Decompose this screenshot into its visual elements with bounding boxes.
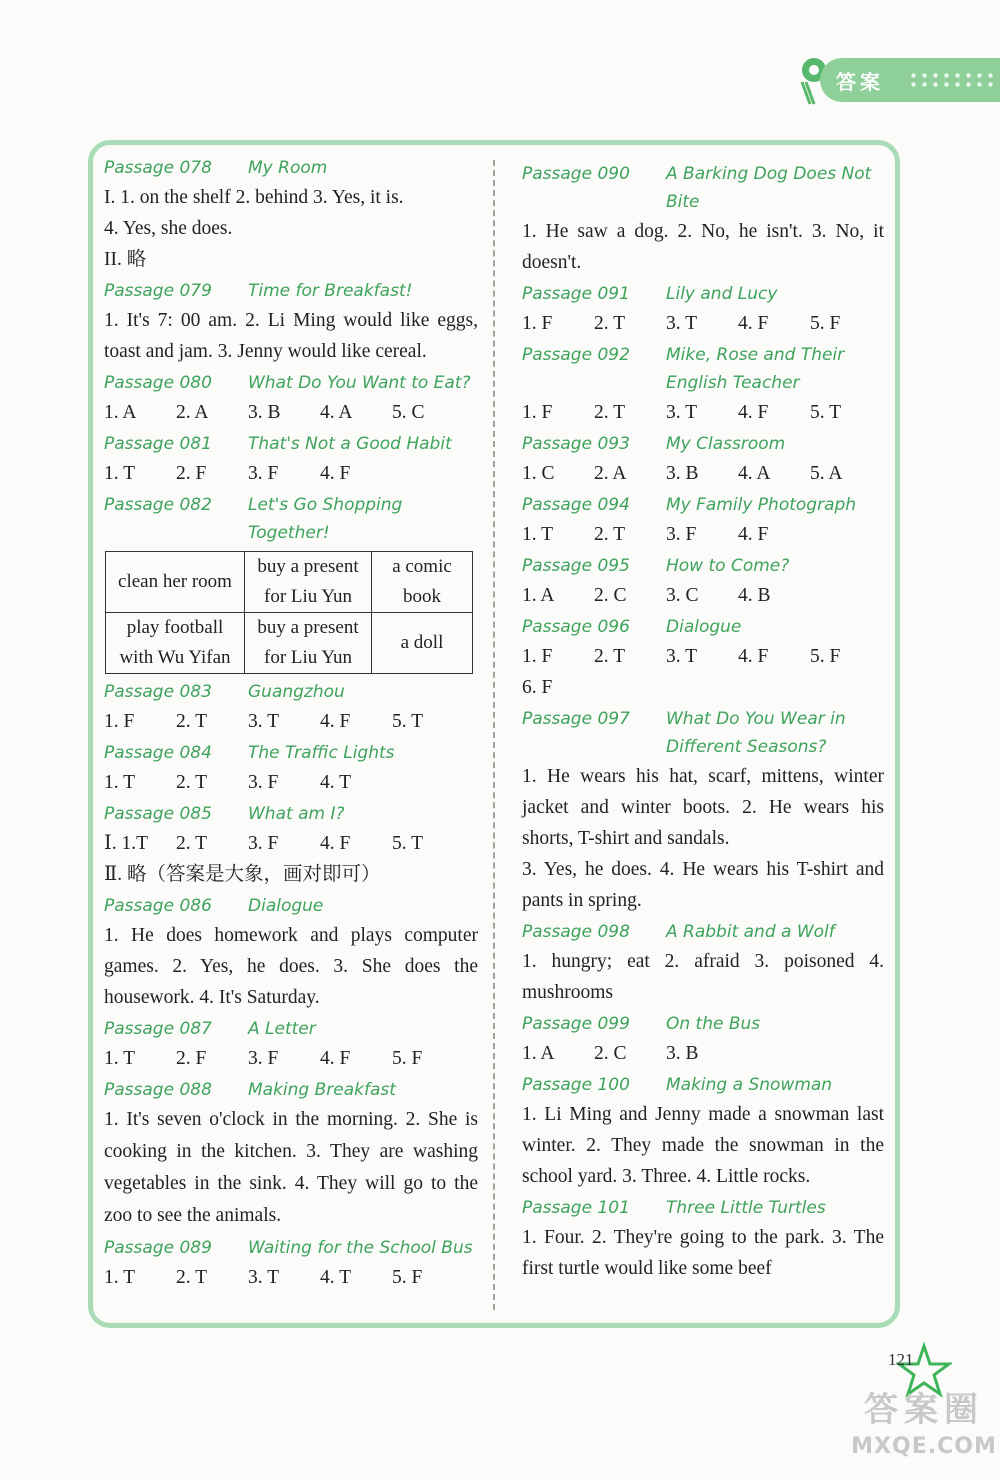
passage-header [522, 918, 884, 946]
answer: 5. T [810, 402, 842, 423]
answer: 4. T [320, 772, 352, 793]
answer: 4. T [320, 1267, 352, 1288]
passage-title: Time for Breakfast! [248, 281, 413, 301]
passage-header [522, 705, 884, 761]
passage-number: Passage 082 [104, 495, 212, 515]
answer: 3. F [248, 833, 279, 854]
answer: 1. F [522, 313, 553, 334]
answer: 1. F [522, 646, 553, 667]
answer: 4. F [738, 524, 769, 545]
passage-title: Making a Snowman [666, 1075, 833, 1095]
passage-header [522, 491, 884, 519]
passage-title: A Barking Dog Does Not Bite [666, 164, 872, 212]
passage-header [104, 892, 478, 920]
answer: 4. F [738, 402, 769, 423]
passage-title: Let's Go Shopping Together! [248, 495, 403, 543]
answer: 4. F [320, 833, 351, 854]
passage-number: Passage 079 [104, 281, 212, 301]
answer: 3. F [248, 463, 279, 484]
header-tab [820, 58, 1000, 102]
answer: 1. T [104, 772, 136, 793]
answer: 4. F [738, 313, 769, 334]
passage-header [104, 369, 478, 397]
passage-number: Passage 099 [522, 1014, 630, 1034]
answer: 3. B [666, 1043, 699, 1064]
passage-title: Mike, Rose and Their English Teacher [666, 345, 845, 393]
passage-header [104, 800, 478, 828]
answer: Ⅰ. 1.T [104, 833, 148, 854]
passage-header [104, 1076, 478, 1104]
table-cell: a comic book [372, 552, 473, 613]
passage-header [104, 739, 478, 767]
answer: 2. F [176, 1048, 207, 1069]
answer-row [104, 458, 478, 489]
answer: 2. A [176, 402, 209, 423]
answer: 3. F [248, 1048, 279, 1069]
answer: 5. C [392, 402, 425, 423]
passage-header [522, 341, 884, 397]
header-dots-decoration [908, 71, 994, 89]
answer: 2. C [594, 585, 627, 606]
answer-line: Ⅱ. 略（答案是大象，画对即可） [104, 864, 381, 885]
answer: 2. T [176, 833, 208, 854]
passage-title: My Family Photograph [666, 495, 857, 515]
answer: 2. T [594, 524, 626, 545]
column-divider [493, 160, 495, 1310]
passage-header [522, 552, 884, 580]
header-label: 答案 [836, 70, 884, 94]
table-cell: clean her room [106, 552, 245, 613]
answer-row [104, 828, 478, 859]
answer-line: 6. F [522, 677, 553, 698]
table-cell: a doll [372, 613, 473, 674]
passage-number: Passage 086 [104, 896, 212, 916]
answer-line: 4. Yes, she does. [104, 218, 233, 239]
answer-text: 1. He does homework and plays computer games. 2. Yes, he does. 3. She does the housework. 4. It's Saturday. [104, 925, 478, 1008]
answer-text: 1. Li Ming and Jenny made a snowman last winter. 2. They made the snowman in the school yard. 3. Three. 4. Little rocks. [522, 1104, 884, 1187]
passage-title: My Room [248, 158, 328, 178]
passage-title: Three Little Turtles [666, 1198, 826, 1218]
answer: 1. A [522, 1043, 555, 1064]
page-number: 121 [888, 1350, 914, 1369]
passage-number: Passage 089 [104, 1238, 212, 1258]
answer: 3. T [248, 1267, 280, 1288]
answer-row [522, 641, 884, 672]
passage-number: Passage 087 [104, 1019, 212, 1039]
passage-number: Passage 090 [522, 164, 630, 184]
answer: 1. T [104, 1267, 136, 1288]
answer-row [522, 519, 884, 550]
answer: 3. C [666, 585, 699, 606]
passage-number: Passage 097 [522, 709, 630, 729]
answer: 5. F [392, 1267, 423, 1288]
passage-number: Passage 096 [522, 617, 630, 637]
answer: 3. F [666, 524, 697, 545]
answer: 2. T [176, 1267, 208, 1288]
passage-number: Passage 078 [104, 158, 212, 178]
answer: 3. T [666, 313, 698, 334]
answer: 3. T [248, 711, 280, 732]
answer: 4. F [738, 646, 769, 667]
answer-row [522, 458, 884, 489]
passage-number: Passage 092 [522, 345, 630, 365]
passage-number: Passage 095 [522, 556, 630, 576]
passage-header [522, 160, 884, 216]
answer: 3. T [666, 402, 698, 423]
answer: 4. B [738, 585, 771, 606]
answer: 3. B [248, 402, 281, 423]
passage-number: Passage 098 [522, 922, 630, 942]
answer: 2. C [594, 1043, 627, 1064]
answer: 4. F [320, 463, 351, 484]
answer: 5. T [392, 711, 424, 732]
passage-number: Passage 100 [522, 1075, 630, 1095]
passage-title: On the Bus [666, 1014, 761, 1034]
passage-number: Passage 080 [104, 373, 212, 393]
passage-title: The Traffic Lights [248, 743, 395, 763]
left-column [104, 152, 478, 1293]
passage-header [522, 1010, 884, 1038]
passage-header [104, 491, 478, 547]
answer: 1. F [522, 402, 553, 423]
passage-title: A Letter [248, 1019, 316, 1039]
table-cell: buy a present for Liu Yun [245, 552, 372, 613]
answer: 2. T [594, 402, 626, 423]
passage-title: Guangzhou [248, 682, 345, 702]
passage-number: Passage 084 [104, 743, 212, 763]
passage-header [522, 1071, 884, 1099]
answer: 3. B [666, 463, 699, 484]
passage-title: Making Breakfast [248, 1080, 396, 1100]
answer-row [522, 1038, 884, 1069]
passage-number: Passage 088 [104, 1080, 212, 1100]
answer-text: 1. He saw a dog. 2. No, he isn't. 3. No, it doesn't. [522, 221, 884, 273]
answer: 1. T [522, 524, 554, 545]
answer-text: 1. Four. 2. They're going to the park. 3. The first turtle would like some beef [522, 1227, 884, 1279]
answer: 4. A [320, 402, 353, 423]
passage-number: Passage 093 [522, 434, 630, 454]
passage-header [104, 430, 478, 458]
answer: 5. F [392, 1048, 423, 1069]
passage-number: Passage 085 [104, 804, 212, 824]
answer-row [104, 767, 478, 798]
answer: 1. T [104, 463, 136, 484]
answer-line: I. 1. on the shelf 2. behind 3. Yes, it is. [104, 187, 404, 208]
answer: 4. A [738, 463, 771, 484]
answer-row [522, 397, 884, 428]
answer: 5. A [810, 463, 843, 484]
answer-row [104, 706, 478, 737]
answer-row [104, 1262, 478, 1293]
answer: 4. F [320, 711, 351, 732]
table-cell: buy a present for Liu Yun [245, 613, 372, 674]
passage-title: Waiting for the School Bus [248, 1238, 473, 1258]
watermark-url: MXQE.COM [851, 1434, 997, 1459]
passage-number: Passage 083 [104, 682, 212, 702]
answer: 1. A [522, 585, 555, 606]
passage-header [522, 280, 884, 308]
answer-row [522, 580, 884, 611]
answer-row [104, 397, 478, 428]
answer: 2. F [176, 463, 207, 484]
watermark-text: 答案圈 [864, 1390, 984, 1430]
passage-header [104, 1234, 478, 1262]
answer: 1. F [104, 711, 135, 732]
watermark-logo [848, 1388, 1000, 1478]
answer-text: 3. Yes, he does. 4. He wears his T-shirt and pants in spring. [522, 859, 884, 911]
passage-number: Passage 101 [522, 1198, 630, 1218]
passage-title: Dialogue [666, 617, 742, 637]
table-cell: play football with Wu Yifan [106, 613, 245, 674]
passage-header [104, 277, 478, 305]
passage-title: How to Come? [666, 556, 790, 576]
passage-number: Passage 081 [104, 434, 212, 454]
passage-title: What am I? [248, 804, 345, 824]
answer: 5. F [810, 313, 841, 334]
passage-header [104, 1015, 478, 1043]
table-row [106, 613, 473, 674]
passage-title: What Do You Wear in Different Seasons? [666, 709, 846, 757]
answer-text: 1. hungry; eat 2. afraid 3. poisoned 4. mushrooms [522, 951, 884, 1003]
passage-header [522, 613, 884, 641]
passage-header [104, 678, 478, 706]
passage-header [522, 430, 884, 458]
answer-table [105, 551, 473, 674]
answer-row [522, 308, 884, 339]
answer: 1. C [522, 463, 555, 484]
answer: 2. A [594, 463, 627, 484]
answer-row [104, 1043, 478, 1074]
answer: 2. T [594, 313, 626, 334]
answer-line: II. 略 [104, 249, 147, 270]
answer: 2. T [176, 772, 208, 793]
passage-title: My Classroom [666, 434, 786, 454]
right-column [522, 158, 884, 1284]
passage-title: Dialogue [248, 896, 324, 916]
answer: 1. T [104, 1048, 136, 1069]
answer: 5. F [810, 646, 841, 667]
answer: 2. T [176, 711, 208, 732]
answer: 2. T [594, 646, 626, 667]
answer: 3. T [666, 646, 698, 667]
answer: 1. A [104, 402, 137, 423]
passage-header [522, 1194, 884, 1222]
passage-header [104, 154, 478, 182]
answer: 4. F [320, 1048, 351, 1069]
answer-text: 1. It's seven o'clock in the morning. 2. She is cooking in the kitchen. 3. They are washing vegetables in the sink. 4. They will go to the zoo to see the animals. [104, 1109, 478, 1226]
table-row [106, 552, 473, 613]
passage-title: Lily and Lucy [666, 284, 778, 304]
passage-title: What Do You Want to Eat? [248, 373, 471, 393]
passage-number: Passage 094 [522, 495, 630, 515]
answer: 3. F [248, 772, 279, 793]
passage-title: That's Not a Good Habit [248, 434, 452, 454]
answer-text: 1. It's 7: 00 am. 2. Li Ming would like eggs, toast and jam. 3. Jenny would like cereal. [104, 310, 478, 362]
answer: 5. T [392, 833, 424, 854]
passage-title: A Rabbit and a Wolf [666, 922, 835, 942]
answer-text: 1. He wears his hat, scarf, mittens, winter jacket and winter boots. 2. He wears his shorts, T-shirt and sandals. [522, 766, 884, 849]
passage-number: Passage 091 [522, 284, 630, 304]
